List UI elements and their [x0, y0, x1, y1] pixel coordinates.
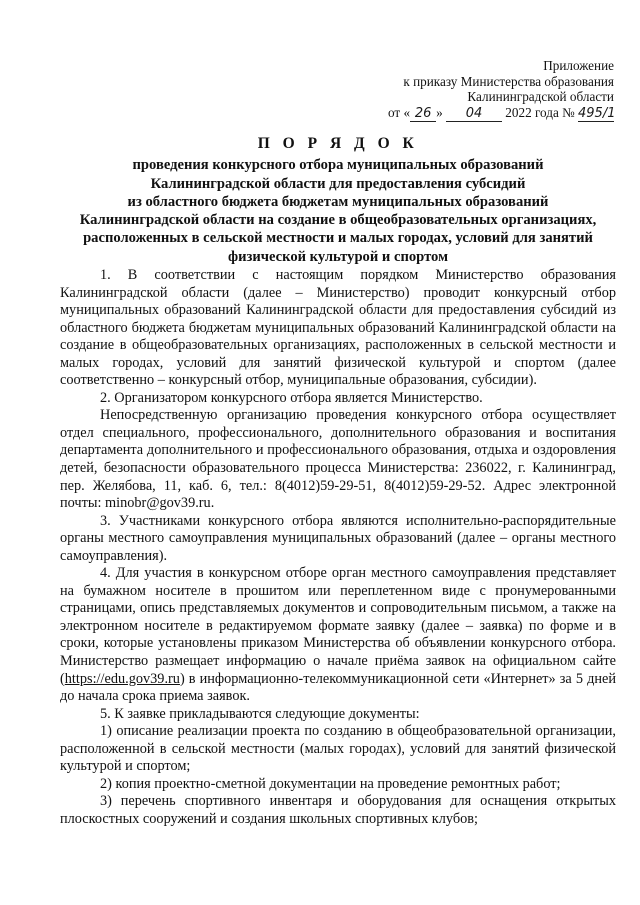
title-line-1: проведения конкурсного отбора муниципальных образований: [132, 157, 544, 174]
list-item-3: 3) перечень спортивного инвентаря и оборудования для оснащения открытых плоскостных сооружений и создания школьных спортивных клубов;: [60, 793, 616, 827]
appendix-line-2: к приказу Министерства образования: [403, 73, 614, 89]
appendix-line-1: Приложение: [543, 58, 614, 73]
title-line-6: физической культурой и спортом: [227, 248, 449, 265]
appendix-date-line: [354, 105, 614, 123]
site-link[interactable]: https://edu.gov39.ru: [64, 670, 180, 687]
date-prefix: от «: [388, 104, 411, 120]
handwritten-month: 04: [446, 106, 502, 123]
paragraph-4: [60, 565, 616, 705]
paragraph-4-tail: ) в информационно-телекоммуникационной сети «Интернет» за 5 дней до начала срока приема заявок.: [60, 670, 616, 705]
list-item-2: 2) копия проектно-сметной документации на проведение ремонтных работ;: [100, 775, 561, 792]
paragraph-3: 3. Участниками конкурсного отбора являются исполнительно-распорядительные органы местного самоуправления муниципальных образований (далее – органы местного самоуправления).: [60, 512, 616, 564]
document-body: [60, 267, 616, 829]
paragraph-5: 5. К заявке прикладываются следующие документы:: [100, 705, 420, 722]
handwritten-number: 495/1: [578, 105, 616, 121]
title-line-4: Калининградской области на создание в общеобразовательных организациях,: [79, 212, 597, 229]
title-heading: П О Р Я Д О К: [257, 135, 419, 152]
title-line-2: Калининградской области для предоставления субсидий: [150, 175, 526, 192]
list-item-1: 1) описание реализации проекта по созданию в общеобразовательной организации, расположенной в сельской местности (малых городах), условий для занятий физической культурой и спортом;: [60, 723, 616, 775]
paragraph-2: 2. Организатором конкурсного отбора является Министерство.: [100, 389, 483, 406]
paragraph-4-text: 4. Для участия в конкурсном отборе орган местного самоуправления представляет на бумажном носителе в прошитом или переплетенном виде с пронумерованными страницами, опись представляемых документов и сопроводительным письмом, а также на электронном носителе в редактируемом формате заявку (далее – заявка) по форме и в сроки, которые установлены приказом Министерства об объявлении конкурсного отбора. Министерство размещает информацию о начале приёма заявок на официальном сайте (: [60, 565, 616, 687]
date-year: 2022 года №: [505, 104, 575, 120]
appendix-stamp: [354, 58, 614, 122]
date-mid: »: [436, 104, 443, 120]
handwritten-day: 26: [410, 106, 436, 123]
title-line-3: из областного бюджета бюджетам муниципальных образований: [127, 193, 549, 210]
paragraph-2-contact: Непосредственную организацию проведения конкурсного отбора осуществляет отдел специального, профессионального, дополнительного образования и воспитания департамента дополнительного и профессионального образования, отдыха и оздоровления детей, безопасности образовательного процесса Министерства: 236022, г. Калининград, пер. Желябова, 11, каб. 6, тел.: 8(4012)59-29-51, 8(4012)59-29-52. Адрес электронной почты: minobr@gov39.ru.: [60, 407, 616, 512]
paragraph-1: 1. В соответствии с настоящим порядком Министерство образования Калининградской области (далее – Министерство) проводит конкурсный отбор муниципальных образований Калининградской области для предоставления субсидий из областного бюджета бюджетам муниципальных образований Калининградской области на создание в общеобразовательных организациях, расположенных в сельской местности и малых городах, условий для занятий физической культурой и спортом (далее соответственно – конкурсный отбор, муниципальные образования, субсидии).: [60, 267, 616, 389]
appendix-line-3: Калининградской области: [467, 89, 614, 105]
document-title: [40, 135, 636, 266]
title-line-5: расположенных в сельской местности и малых городах, условий для занятий: [83, 230, 593, 247]
